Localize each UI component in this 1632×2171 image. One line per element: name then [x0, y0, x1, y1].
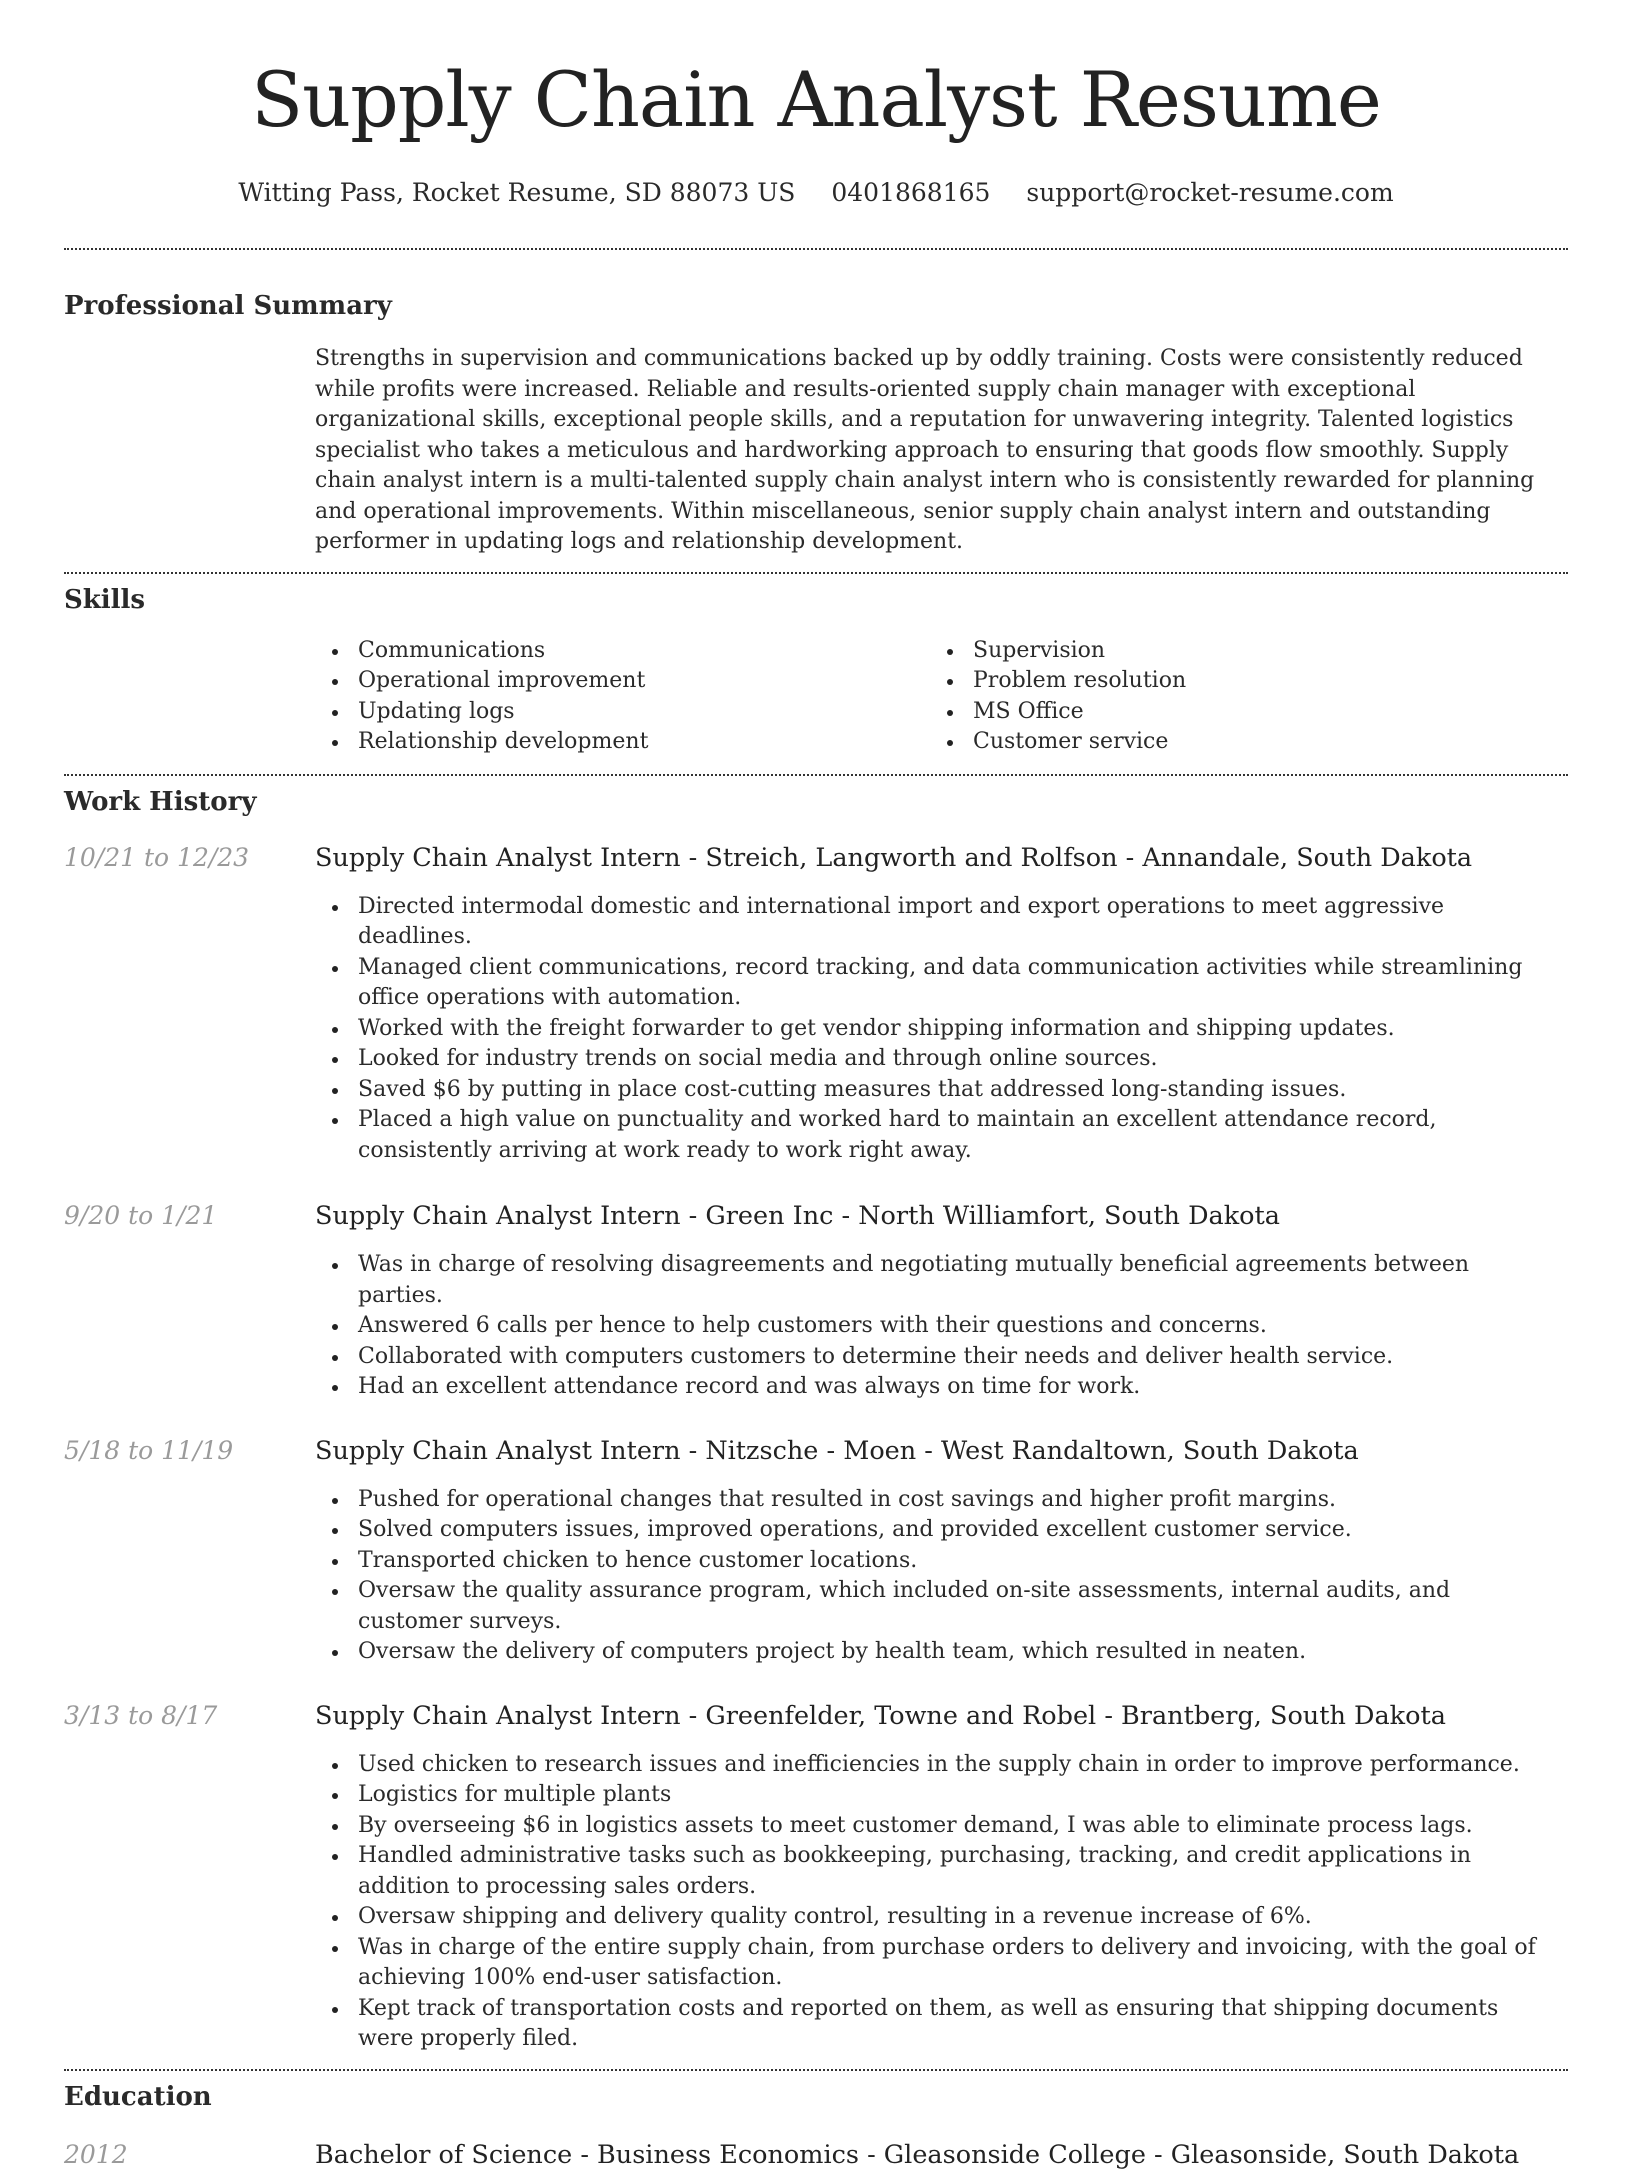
job-header: [64, 1435, 1568, 1467]
job-bullet: Handled administrative tasks such as bookkeeping, purchasing, tracking, and credit applications in addition to processing sales orders.: [315, 1841, 1554, 1902]
job-title: Supply Chain Analyst Intern - Streich, Langworth and Rolfson - Annandale, South Dakota: [315, 842, 1473, 873]
resume-page: [64, 0, 1568, 2171]
skills-column-left: [315, 636, 930, 758]
skills-heading: Skills: [64, 584, 146, 615]
education-section: [64, 2081, 1568, 2171]
job-bullet: By overseeing $6 in logistics assets to meet customer demand, I was able to eliminate process lags.: [315, 1811, 1554, 1842]
job-bullet: Logistics for multiple plants: [315, 1780, 1554, 1811]
skill-item: Problem resolution: [930, 666, 1545, 697]
contact-address: Witting Pass, Rocket Resume, SD 88073 US: [238, 178, 796, 207]
job-header: [64, 1200, 1568, 1232]
job-bullet: Was in charge of the entire supply chain, from purchase orders to delivery and invoicing, with the goal of achieving 100% end-user satisfaction.: [315, 1933, 1554, 1994]
job-bullet: Was in charge of resolving disagreements and negotiating mutually beneficial agreements between parties.: [315, 1250, 1554, 1311]
section-divider: [64, 2069, 1568, 2071]
section-divider: [64, 774, 1568, 776]
job-bullet: Worked with the freight forwarder to get vendor shipping information and shipping updates.: [315, 1014, 1554, 1045]
job-bullet: Transported chicken to hence customer locations.: [315, 1546, 1554, 1577]
job-date: 3/13 to 8/17: [64, 1700, 218, 1730]
summary-text: Strengths in supervision and communications backed up by oddly training. Costs were consistently reduced while profits were increased. Reliable and results-oriented supply chain manager with exceptional organizational skills, exceptional people skills, and a reputation for unwavering integrity. Talented logistics specialist who takes a meticulous and hardworking approach to ensuring that goods flow smoothly. Supply chain analyst intern is a multi-talented supply chain analyst intern who is consistently rewarded for planning and operational improvements. Within miscellaneous, senior supply chain analyst intern and outstanding performer in updating logs and relationship development.: [315, 346, 1535, 554]
job-bullet: Saved $6 by putting in place cost-cutting measures that addressed long-standing issues.: [315, 1075, 1554, 1106]
contact-phone: 0401868165: [831, 178, 991, 207]
job-bullet: Collaborated with computers customers to determine their needs and deliver health service.: [315, 1342, 1554, 1373]
skills-column-right: [930, 636, 1545, 758]
skill-item: Operational improvement: [315, 666, 930, 697]
job-bullet: Answered 6 calls per hence to help customers with their questions and concerns.: [315, 1311, 1554, 1342]
summary-section: [64, 290, 1568, 558]
skill-item: Communications: [315, 636, 930, 667]
skill-item: Supervision: [930, 636, 1545, 667]
section-divider: [64, 248, 1568, 250]
contact-line: [64, 178, 1568, 208]
skills-section: [64, 584, 1568, 758]
job-bullet: Kept track of transportation costs and reported on them, as well as ensuring that shipping documents were properly filed.: [315, 1994, 1554, 2055]
resume-title: Supply Chain Analyst Resume: [251, 55, 1381, 144]
skill-item: Updating logs: [315, 697, 930, 728]
job-entry: [64, 1700, 1568, 2055]
education-degree: Bachelor of Science - Business Economics - Gleasonside College - Gleasonside, South Dakota: [315, 2139, 1520, 2170]
job-bullet: Oversaw shipping and delivery quality control, resulting in a revenue increase of 6%.: [315, 1902, 1554, 1933]
job-bullet: Managed client communications, record tracking, and data communication activities while streamlining office operations with automation.: [315, 953, 1554, 1014]
job-bullet: Pushed for operational changes that resulted in cost savings and higher profit margins.: [315, 1485, 1554, 1516]
skill-item: MS Office: [930, 697, 1545, 728]
job-bullet: Directed intermodal domestic and international import and export operations to meet aggressive deadlines.: [315, 892, 1554, 953]
skill-item: Customer service: [930, 727, 1545, 758]
job-title: Supply Chain Analyst Intern - Nitzsche - Moen - West Randaltown, South Dakota: [315, 1435, 1359, 1466]
skills-list: [315, 636, 1568, 758]
job-date: 9/20 to 1/21: [64, 1201, 218, 1230]
job-date: 5/18 to 11/19: [64, 1435, 234, 1465]
job-title: Supply Chain Analyst Intern - Green Inc - North Williamfort, South Dakota: [315, 1201, 1280, 1231]
education-date: 2012: [64, 2139, 128, 2169]
job-bullets: [315, 1250, 1554, 1403]
contact-email: support@rocket-resume.com: [1026, 178, 1394, 207]
job-bullet: Looked for industry trends on social media and through online sources.: [315, 1044, 1554, 1075]
resume-header: [64, 0, 1568, 208]
job-bullet: Oversaw the quality assurance program, which included on-site assessments, internal audits, and customer surveys.: [315, 1576, 1554, 1637]
job-date: 10/21 to 12/23: [64, 842, 250, 872]
job-bullet: Oversaw the delivery of computers project by health team, which resulted in neaten.: [315, 1637, 1554, 1668]
work-heading: Work History: [64, 786, 257, 817]
job-bullets: [315, 1485, 1554, 1668]
job-bullets: [315, 1750, 1554, 2055]
education-heading: Education: [64, 2081, 212, 2112]
job-bullets: [315, 892, 1554, 1167]
job-header: [64, 1700, 1568, 1732]
summary-heading: Professional Summary: [64, 291, 392, 321]
job-entry: [64, 1435, 1568, 1668]
job-bullet: Placed a high value on punctuality and worked hard to maintain an excellent attendance record, consistently arriving at work ready to work right away.: [315, 1105, 1554, 1166]
job-bullet: Solved computers issues, improved operations, and provided excellent customer service.: [315, 1515, 1554, 1546]
job-entry: [64, 1200, 1568, 1403]
job-title: Supply Chain Analyst Intern - Greenfelder, Towne and Robel - Brantberg, South Dakota: [315, 1700, 1446, 1731]
job-bullet: Had an excellent attendance record and was always on time for work.: [315, 1372, 1554, 1403]
job-header: [64, 842, 1568, 874]
job-entry: [64, 842, 1568, 1167]
job-bullet: Used chicken to research issues and inefficiencies in the supply chain in order to improve performance.: [315, 1750, 1554, 1781]
section-divider: [64, 572, 1568, 574]
work-section: [64, 786, 1568, 2055]
skill-item: Relationship development: [315, 727, 930, 758]
education-entry: [64, 2139, 1568, 2171]
